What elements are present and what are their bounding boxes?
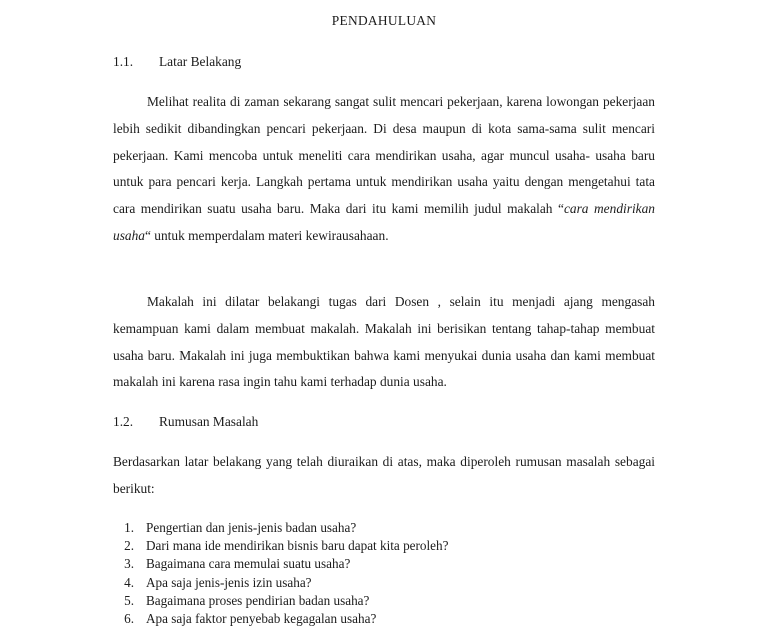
section-title: Latar Belakang <box>159 54 242 69</box>
list-item <box>113 555 655 573</box>
list-number: 2. <box>124 538 134 554</box>
list-number: 1. <box>124 520 134 535</box>
section-title: Rumusan Masalah <box>159 414 259 429</box>
paragraph-rumusan-intro <box>113 449 655 503</box>
list-number: 6. <box>124 611 134 627</box>
section-heading-latar-belakang <box>113 54 241 70</box>
page-title: PENDAHULUAN <box>331 13 437 28</box>
paragraph-text-end: “ untuk memperdalam materi kewirausahaan. <box>145 227 389 243</box>
list-text: Bagaimana proses pendirian badan usaha? <box>146 592 370 608</box>
section-number: 1.1. <box>113 54 134 69</box>
list-text: Apa saja faktor penyebab kegagalan usaha? <box>146 611 377 627</box>
italic-title-text: cara mendirikan usaha <box>113 201 655 243</box>
list-number: 3. <box>124 556 134 572</box>
list-text: Dari mana ide mendirikan bisnis baru dapat kita peroleh? <box>146 538 449 554</box>
list-item <box>113 537 655 555</box>
rumusan-masalah-list <box>113 519 655 628</box>
paragraph-latar-belakang-1 <box>113 89 655 250</box>
section-heading-rumusan-masalah <box>113 414 258 430</box>
section-number: 1.2. <box>113 414 134 429</box>
list-text: Apa saja jenis-jenis izin usaha? <box>146 574 312 590</box>
list-item <box>113 592 655 610</box>
paragraph-text: Melihat realita di zaman sekarang sangat sulit mencari pekerjaan, karena lowongan pekerjaan lebih sedikit dibandingkan pencari pekerjaan. Di desa maupun di kota sama-sama sulit mencari pekerjaan. Kami mencoba untuk meneliti cara mendirikan usaha, agar muncul usaha- usaha baru untuk para pencari kerja. Langkah pertama untuk mendirikan usaha yaitu dengan mengetahui tata cara mendirikan suatu usaha baru. Maka dari itu kami memilih judul makalah “ <box>113 94 655 217</box>
list-number: 4. <box>124 574 134 590</box>
paragraph-text: Berdasarkan latar belakang yang telah diuraikan di atas, maka diperoleh rumusan masalah sebagai berikut: <box>113 454 655 496</box>
list-text: Pengertian dan jenis-jenis badan usaha? <box>146 520 357 535</box>
list-item <box>113 574 655 592</box>
paragraph-latar-belakang-2 <box>113 289 655 396</box>
list-number: 5. <box>124 592 134 608</box>
list-text: Bagaimana cara memulai suatu usaha? <box>146 556 351 572</box>
list-item <box>113 519 655 537</box>
paragraph-text: Makalah ini dilatar belakangi tugas dari Dosen , selain itu menjadi ajang mengasah kemampuan kami dalam membuat makalah. Makalah ini berisikan tentang tahap-tahap membuat usaha baru. Makalah ini juga membuktikan bahwa kami menyukai dunia usaha dan kami membuat makalah ini karena rasa ingin tahu kami terhadap dunia usaha. <box>113 294 655 390</box>
list-item <box>113 610 655 628</box>
